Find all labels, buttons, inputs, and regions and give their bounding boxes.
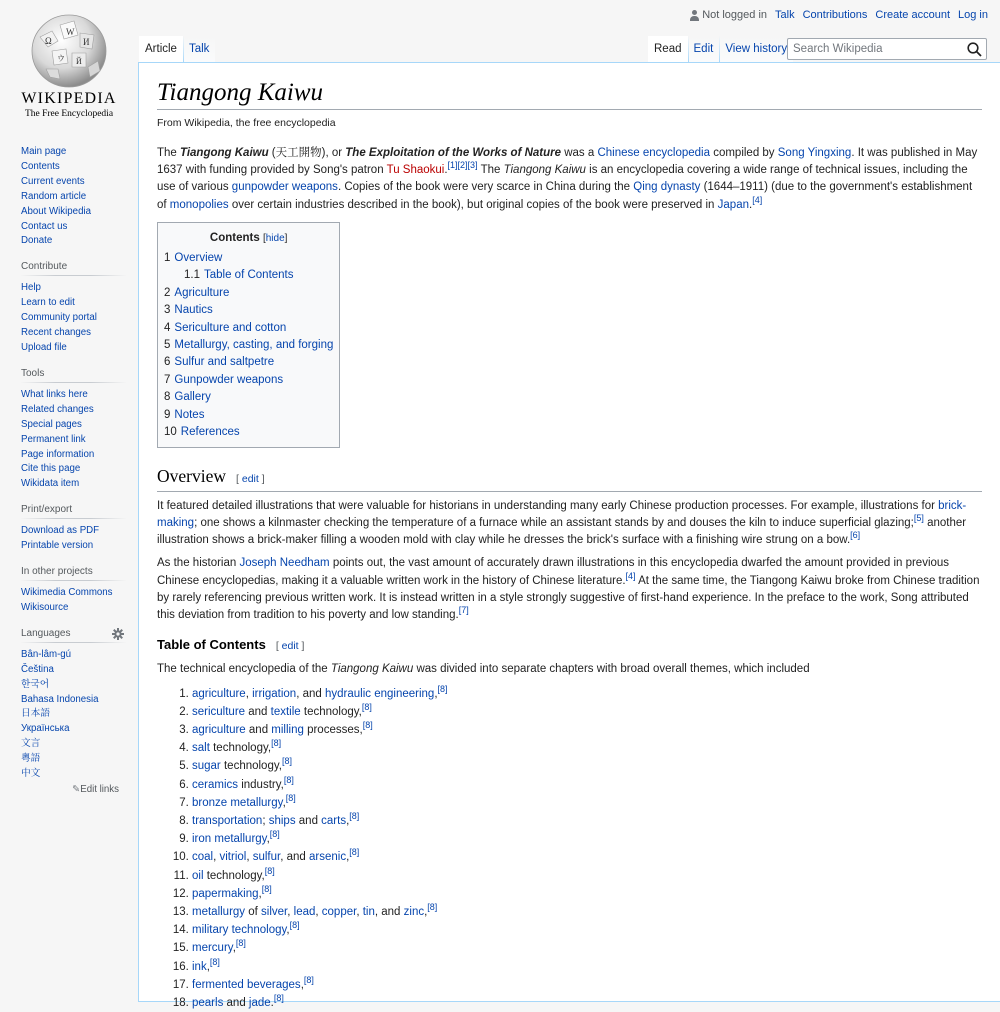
sidebar-item-random-article[interactable]: Random article xyxy=(21,190,87,202)
reference-link[interactable]: [8] xyxy=(235,938,246,949)
chapter-link[interactable]: zinc xyxy=(403,905,425,918)
section-title: Table of Contents xyxy=(157,637,266,653)
chapter-link[interactable]: military technology xyxy=(192,924,287,937)
text: , and xyxy=(374,905,404,918)
list-item xyxy=(192,885,982,903)
text: technology, xyxy=(300,705,362,718)
sidebar-heading: Tools xyxy=(21,367,45,379)
sidebar-navigation xyxy=(21,145,126,249)
reference xyxy=(363,720,373,730)
search-box xyxy=(787,38,987,60)
reference xyxy=(236,939,246,949)
pencil-icon: ✎ xyxy=(72,784,81,795)
toc-number: 1.1 xyxy=(184,269,200,282)
reference xyxy=(271,738,281,748)
search-input[interactable] xyxy=(788,39,958,59)
reference xyxy=(362,702,372,712)
toc-list xyxy=(164,250,333,441)
sidebar-item-cite-this-page[interactable]: Cite this page xyxy=(21,463,81,475)
sidebar-item-donate[interactable]: Donate xyxy=(21,235,53,247)
sidebar-item-help[interactable]: Help xyxy=(21,282,41,294)
toc-number: 7 xyxy=(164,373,171,386)
chapter-link[interactable]: tin xyxy=(362,905,375,918)
text: . xyxy=(749,198,753,211)
toc-number: 9 xyxy=(164,408,171,421)
reference-link[interactable]: [8] xyxy=(271,738,282,749)
sidebar-item-upload-file[interactable]: Upload file xyxy=(21,341,67,353)
toc-number: 3 xyxy=(164,304,171,317)
sidebar-item-wikisource[interactable]: Wikisource xyxy=(21,601,69,613)
reference-link[interactable]: [4] xyxy=(752,194,763,205)
chapter-link[interactable]: sericulture xyxy=(192,705,246,718)
reference-link[interactable]: [8] xyxy=(273,993,284,1004)
text: processes, xyxy=(303,723,363,736)
reference-link[interactable]: [8] xyxy=(289,920,300,931)
text: , xyxy=(206,960,210,973)
text: , xyxy=(258,887,262,900)
toc-link[interactable]: Agriculture xyxy=(174,286,230,299)
text: , xyxy=(424,905,428,918)
list-item xyxy=(192,867,982,885)
text: . xyxy=(270,996,274,1009)
chapter-link[interactable]: papermaking xyxy=(192,887,259,900)
chapter-link[interactable]: iron metallurgy xyxy=(192,833,267,846)
link-gunpowder-weapons[interactable]: gunpowder weapons xyxy=(231,181,338,194)
edit-links xyxy=(21,784,126,795)
toc-link[interactable]: Nautics xyxy=(174,304,213,317)
reference-link[interactable]: [8] xyxy=(437,683,448,694)
italic-title: Tiangong Kaiwu xyxy=(330,663,414,676)
tab-talk[interactable]: Talk xyxy=(183,36,215,62)
edit-links-link[interactable]: Edit links xyxy=(80,784,119,795)
sidebar-item-recent-changes[interactable]: Recent changes xyxy=(21,327,92,339)
text: The xyxy=(477,164,504,177)
chapter-link[interactable]: ink xyxy=(192,960,207,973)
reference xyxy=(286,793,296,803)
toc-number: 2 xyxy=(164,286,171,299)
search-icon[interactable] xyxy=(966,41,983,58)
text: . Copies of the book were very scarce in China during the xyxy=(337,181,634,194)
chapter-link[interactable]: agriculture xyxy=(192,687,246,700)
link-japan[interactable]: Japan xyxy=(717,198,749,211)
text: , xyxy=(434,687,438,700)
toc-item[interactable] xyxy=(164,372,333,389)
svg-text:W: W xyxy=(66,27,75,37)
text: (1644–1911) (due to the government's establishment of xyxy=(157,181,973,211)
reference xyxy=(349,811,359,821)
list-item xyxy=(192,830,982,848)
chapter-link[interactable]: sugar xyxy=(192,760,221,773)
sidebar-lang-item[interactable]: 文言 xyxy=(21,738,41,750)
reference-link[interactable]: [8] xyxy=(209,956,220,967)
overview-paragraph-1 xyxy=(157,498,982,550)
text: and xyxy=(223,996,249,1009)
text: , xyxy=(287,905,294,918)
list-item xyxy=(192,976,982,994)
link-tu-shaokui[interactable]: Tu Shaokui xyxy=(386,164,445,177)
reference-link[interactable]: [8] xyxy=(285,792,296,803)
toc-item[interactable] xyxy=(164,424,333,441)
toc-item[interactable] xyxy=(164,354,333,371)
text: , xyxy=(356,905,363,918)
text: , xyxy=(245,687,253,700)
list-item xyxy=(192,721,982,739)
reference-link[interactable]: [7] xyxy=(458,605,469,616)
tab-read[interactable]: Read xyxy=(648,36,688,62)
sidebar-heading: Languages xyxy=(21,627,71,639)
reference xyxy=(349,848,359,858)
reference-link[interactable]: [8] xyxy=(361,701,372,712)
list-item xyxy=(192,794,982,812)
svg-text:ウ: ウ xyxy=(57,54,65,63)
personal-tools xyxy=(690,9,988,21)
text: and xyxy=(245,723,272,736)
text: technology, xyxy=(203,869,265,882)
text: technology, xyxy=(209,742,272,755)
reference xyxy=(427,902,437,912)
sidebar-item-contact-us[interactable]: Contact us xyxy=(21,220,68,232)
section-heading-overview: Overview [ edit ] xyxy=(157,468,982,491)
toc-item[interactable] xyxy=(164,407,333,424)
page-title: Tiangong Kaiwu xyxy=(157,77,982,110)
user-icon xyxy=(690,10,699,21)
reference xyxy=(210,957,220,967)
article-body xyxy=(157,145,982,1012)
list-item xyxy=(192,921,982,939)
list-item xyxy=(192,812,982,830)
sidebar-item-about-wikipedia[interactable]: About Wikipedia xyxy=(21,205,92,217)
italic-title: Tiangong Kaiwu xyxy=(503,164,586,177)
toc-number: 6 xyxy=(164,356,171,369)
sidebar-item-community-portal[interactable]: Community portal xyxy=(21,312,97,324)
text: another illustration shows a brick-maker filling a wooden mold with clay while he dresses the brick's surface with a finishing wire strung on a bow. xyxy=(157,516,967,547)
sidebar-item-current-events[interactable]: Current events xyxy=(21,175,85,187)
text: industry, xyxy=(238,778,284,791)
reference xyxy=(270,829,280,839)
reference xyxy=(438,684,448,694)
site-subtitle: From Wikipedia, the free encyclopedia xyxy=(157,117,336,129)
toc-link[interactable]: Notes xyxy=(174,408,205,421)
reference-link[interactable]: [5] xyxy=(913,513,924,524)
intro-paragraph xyxy=(157,145,982,214)
sidebar-item-page-information[interactable]: Page information xyxy=(21,448,95,460)
reference xyxy=(290,920,300,930)
chapter-link[interactable]: hydraulic engineering xyxy=(324,687,435,700)
main-content xyxy=(138,62,1000,1009)
text: was divided into separate chapters with broad overall themes, which included xyxy=(413,663,810,676)
text: , xyxy=(213,851,220,864)
text: points out, the vast amount of accurately drawn illustrations in this encyclopedia dwarfed the amount provided in previous Chinese encyclopedias, making it a valuable written work in the history of Chinese literature. xyxy=(157,557,950,587)
link-monopolies[interactable]: monopolies xyxy=(169,198,229,211)
text: compiled by xyxy=(710,147,778,159)
chapter-link[interactable]: jade xyxy=(248,996,271,1009)
sidebar xyxy=(0,140,138,795)
edit-section-link[interactable]: edit xyxy=(281,640,299,653)
chapter-link[interactable]: pearls xyxy=(192,996,224,1009)
text: . It was published in May 1637 with funding provided by Song's patron xyxy=(157,147,978,177)
bold-alt-title: The Exploitation of the Works of Nature xyxy=(345,147,562,159)
chapter-link[interactable]: fermented beverages xyxy=(192,978,301,991)
toc-link[interactable]: Sericulture and cotton xyxy=(174,321,287,334)
reference-link[interactable]: [4] xyxy=(625,570,636,581)
chapter-link[interactable]: milling xyxy=(271,723,304,736)
toc-link[interactable]: References xyxy=(180,426,240,439)
list-item xyxy=(192,776,982,794)
link-qing-dynasty[interactable]: Qing dynasty xyxy=(633,181,701,194)
text: The technical encyclopedia of the xyxy=(157,663,331,676)
reference-link[interactable]: [8] xyxy=(281,756,292,767)
sidebar-item-learn-to-edit[interactable]: Learn to edit xyxy=(21,297,75,309)
list-item xyxy=(192,703,982,721)
text: It featured detailed illustrations that were valuable for historians in understanding many early Chinese production processes. For example, illustrations for xyxy=(157,499,939,512)
tab-view-history[interactable]: View history xyxy=(719,36,793,62)
reference-link[interactable]: [8] xyxy=(269,829,280,840)
text: of xyxy=(245,905,262,918)
text: , xyxy=(232,942,236,955)
sidebar-item-download-pdf[interactable]: Download as PDF xyxy=(21,525,100,537)
text: , and xyxy=(296,687,325,700)
text: , and xyxy=(280,851,310,864)
contributions-link[interactable]: Contributions xyxy=(802,9,868,21)
reference xyxy=(274,993,284,1003)
toc-link[interactable]: Gunpowder weapons xyxy=(174,373,284,386)
sidebar-item-wikidata-item[interactable]: Wikidata item xyxy=(21,478,80,490)
log-in-link[interactable]: Log in xyxy=(958,9,988,21)
edit-section-link[interactable]: edit xyxy=(241,473,259,486)
sidebar-lang-item[interactable]: 中文 xyxy=(21,768,41,780)
create-account-link[interactable]: Create account xyxy=(875,9,951,21)
text: (天工開物), or xyxy=(268,147,346,159)
talk-link[interactable]: Talk xyxy=(775,9,795,21)
sidebar-item-main-page[interactable]: Main page xyxy=(21,146,67,157)
toc-hide-toggle[interactable]: hide xyxy=(265,232,285,244)
toc-item[interactable] xyxy=(164,250,333,267)
reference xyxy=(265,866,275,876)
text: was a xyxy=(561,147,598,159)
namespace-tabs xyxy=(139,36,215,62)
chapter-link[interactable]: ceramics xyxy=(192,778,239,791)
reference xyxy=(304,975,314,985)
chapter-link[interactable]: copper xyxy=(321,905,357,918)
text: , xyxy=(286,924,290,937)
section-heading-table-of-contents: Table of Contents [ edit ] xyxy=(157,637,305,653)
chapters-list xyxy=(157,685,982,1012)
toc-item[interactable] xyxy=(164,320,333,337)
list-item xyxy=(192,994,982,1012)
sidebar-heading: Contribute xyxy=(21,261,68,273)
toc-item[interactable] xyxy=(164,389,333,406)
reference xyxy=(262,884,272,894)
text: . xyxy=(444,164,448,177)
toc-number: 5 xyxy=(164,339,171,352)
chapter-link[interactable]: textile xyxy=(270,705,301,718)
sidebar-other-projects xyxy=(21,566,126,616)
reference-link[interactable]: [8] xyxy=(261,883,272,894)
sidebar-item-wikimedia-commons[interactable]: Wikimedia Commons xyxy=(21,587,113,599)
toc-number: 4 xyxy=(164,321,171,334)
toc-number: 10 xyxy=(164,426,177,439)
toc-link[interactable]: Overview xyxy=(174,252,223,265)
sidebar-item-what-links-here[interactable]: What links here xyxy=(21,388,88,400)
sidebar-item-special-pages[interactable]: Special pages xyxy=(21,418,82,430)
link-chinese-encyclopedia[interactable]: Chinese encyclopedia xyxy=(597,147,710,159)
text: The xyxy=(157,147,181,159)
toc-heading: Contents xyxy=(209,231,260,244)
table-of-contents xyxy=(157,222,340,449)
view-tabs xyxy=(648,36,793,62)
toc-title: Contents [hide] xyxy=(209,231,288,244)
text: technology, xyxy=(220,760,282,773)
overview-paragraph-2 xyxy=(157,555,982,624)
section-title: Overview xyxy=(157,466,227,487)
sidebar-tools xyxy=(21,368,126,492)
toc-item[interactable] xyxy=(164,267,333,284)
list-item xyxy=(192,757,982,775)
chapter-link[interactable]: ships xyxy=(268,814,296,827)
text: , xyxy=(300,978,304,991)
sidebar-lang-item[interactable]: Українська xyxy=(21,723,70,735)
reference-link[interactable]: [8] xyxy=(427,902,438,913)
svg-text:Й: Й xyxy=(76,57,82,66)
chapter-link[interactable]: arsenic xyxy=(309,851,347,864)
reference-link[interactable]: [8] xyxy=(362,720,373,731)
toc-link[interactable]: Gallery xyxy=(174,391,211,404)
reference-link[interactable]: [6] xyxy=(850,530,861,541)
chapter-link[interactable]: vitriol xyxy=(219,851,247,864)
sidebar-item-printable-version[interactable]: Printable version xyxy=(21,540,94,552)
toc-number: 1 xyxy=(164,252,171,265)
text: At the same time, the Tiangong Kaiwu broke from Chinese tradition by rarely referencing previous written work. It is instead written in a style strongly suggestive of first-hand experience. In the preface to the work, Song attributed this deviation from tradition to his poverty and low standing. xyxy=(157,574,980,621)
toc-link[interactable]: Table of Contents xyxy=(204,269,294,282)
sidebar-lang-item[interactable]: Bân-lâm-gú xyxy=(21,648,72,660)
not-logged-in-status xyxy=(690,9,767,21)
reference xyxy=(284,775,294,785)
text: , xyxy=(282,796,286,809)
sidebar-languages xyxy=(21,628,126,795)
list-item xyxy=(192,958,982,976)
text: over certain industries described in the book), but original copies of the book were preserved in xyxy=(228,198,718,211)
text: ; xyxy=(262,814,269,827)
chapter-link[interactable]: salt xyxy=(192,742,210,755)
sidebar-contribute xyxy=(21,261,126,356)
text: is an encyclopedia covering a wide range of technical issues, including the use of various xyxy=(157,164,968,194)
list-item xyxy=(192,685,982,703)
chapter-link[interactable]: transportation xyxy=(192,814,263,827)
wikipedia-wordmark: WIKIPEDIA xyxy=(21,90,117,107)
chapter-link[interactable]: irrigation xyxy=(252,687,297,700)
chapter-link[interactable]: agriculture xyxy=(192,723,246,736)
link-joseph-needham[interactable]: Joseph Needham xyxy=(239,557,330,570)
sidebar-lang-item[interactable]: 粵語 xyxy=(21,753,41,765)
sidebar-heading: Print/export xyxy=(21,504,73,516)
wikipedia-tagline: The Free Encyclopedia xyxy=(24,109,114,119)
reference-link[interactable]: [8] xyxy=(349,847,360,858)
text: , xyxy=(315,905,322,918)
sidebar-lang-item[interactable]: Čeština xyxy=(21,663,54,675)
bold-title: Tiangong Kaiwu xyxy=(180,147,269,159)
list-item xyxy=(192,903,982,921)
reference-link[interactable]: [1][2][3] xyxy=(447,160,478,171)
list-item xyxy=(192,939,982,957)
reference-link[interactable]: [8] xyxy=(349,811,360,822)
reference-link[interactable]: [8] xyxy=(283,774,294,785)
chapter-link[interactable]: oil xyxy=(192,869,204,882)
chapter-link[interactable]: coal xyxy=(192,851,214,864)
text: and xyxy=(295,814,322,827)
chapter-link[interactable]: carts xyxy=(321,814,347,827)
sidebar-lang-item[interactable]: Bahasa Indonesia xyxy=(21,693,99,705)
text: and xyxy=(245,705,271,718)
text: , xyxy=(266,833,270,846)
toc-item[interactable] xyxy=(164,285,333,302)
reference-link[interactable]: [8] xyxy=(264,865,275,876)
wikipedia-logo[interactable] xyxy=(0,0,138,130)
gear-icon[interactable] xyxy=(112,628,124,640)
svg-text:И: И xyxy=(83,37,90,47)
sidebar-item-related-changes[interactable]: Related changes xyxy=(21,403,94,415)
sidebar-heading: In other projects xyxy=(21,566,93,578)
chapter-link[interactable]: metallurgy xyxy=(192,905,246,918)
tab-article[interactable]: Article xyxy=(139,36,183,62)
toc-item[interactable] xyxy=(164,302,333,319)
chapter-link[interactable]: bronze metallurgy xyxy=(192,796,283,809)
toc-link[interactable]: Metallurgy, casting, and forging xyxy=(174,339,334,352)
sidebar-lang-item[interactable]: 日本語 xyxy=(21,708,51,720)
chapter-link[interactable]: mercury xyxy=(192,942,233,955)
svg-text:Ω: Ω xyxy=(45,36,52,46)
chapter-link[interactable]: sulfur xyxy=(252,851,281,864)
not-logged-in-label: Not logged in xyxy=(702,9,768,21)
toc-item[interactable] xyxy=(164,337,333,354)
list-item xyxy=(192,848,982,866)
chapter-link[interactable]: lead xyxy=(293,905,316,918)
list-item xyxy=(192,739,982,757)
toc-number: 8 xyxy=(164,391,171,404)
sidebar-item-permanent-link[interactable]: Permanent link xyxy=(21,433,86,445)
toc-link[interactable]: Sulfur and saltpetre xyxy=(174,356,275,369)
sidebar-item-contents[interactable]: Contents xyxy=(21,160,60,172)
reference-link[interactable]: [8] xyxy=(303,974,314,985)
text: As the historian xyxy=(157,557,240,570)
wikipedia-globe-icon xyxy=(28,11,110,89)
text: ; one shows a kilnmaster checking the temperature of a furnace while an assistant stands by and douses the kiln to induce superficial glazing; xyxy=(194,516,914,529)
sidebar-print-export xyxy=(21,504,126,554)
text: , xyxy=(246,851,253,864)
text: , xyxy=(346,814,350,827)
link-song-yingxing[interactable]: Song Yingxing xyxy=(777,147,852,159)
chapter-link[interactable]: silver xyxy=(261,905,288,918)
sidebar-lang-item[interactable]: 한국어 xyxy=(21,678,50,690)
text: , xyxy=(346,851,350,864)
chapters-intro xyxy=(157,661,982,678)
reference xyxy=(282,757,292,767)
tab-edit[interactable]: Edit xyxy=(688,36,720,62)
link-brick-making[interactable]: brick-making xyxy=(157,499,967,529)
